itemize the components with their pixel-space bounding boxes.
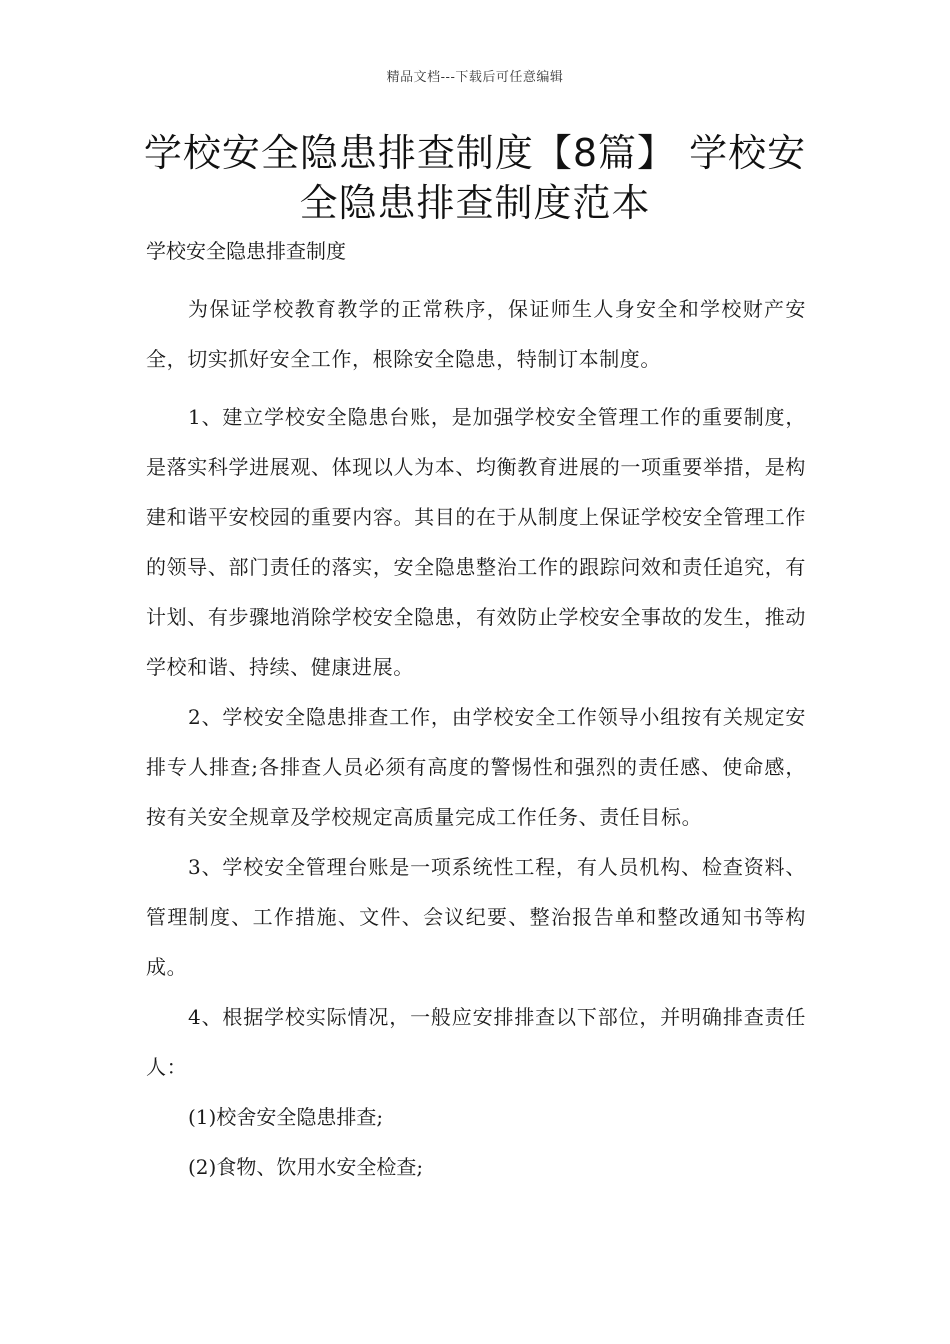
paragraph-1: 1、建立学校安全隐患台账，是加强学校安全管理工作的重要制度，是落实科学进展观、体现以人为本、均衡教育进展的一项重要举措，是构建和谐平安校园的重要内容。其目的在于从制度上保证学校安全管理工作的领导、部门责任的落实，安全隐患整治工作的跟踪问效和责任追究，有计划、有步骤地消除学校安全隐患，有效防止学校安全事故的发生，推动学校和谐、持续、健康进展。 [146,405,806,679]
paragraph-4: 4、根据学校实际情况，一般应安排排查以下部位，并明确排查责任人： [146,1005,806,1079]
list-item-2: (2)食物、饮用水安全检查; [188,1155,424,1179]
paragraph-intro: 为保证学校教育教学的正常秩序，保证师生人身安全和学校财产安全，切实抓好安全工作，根除安全隐患，特制订本制度。 [146,297,806,371]
section-heading: 学校安全隐患排查制度 [146,239,346,263]
header-note: 精品文档---下载后可任意编辑 [386,70,564,85]
list-item-1: (1)校舍安全隐患排查; [188,1105,384,1129]
paragraph-3: 3、学校安全管理台账是一项系统性工程，有人员机构、检查资料、管理制度、工作措施、文件、会议纪要、整治报告单和整改通知书等构成。 [146,855,806,979]
document-body [146,234,806,1192]
document-title: 学校安全隐患排查制度【8篇】 学校安全隐患排查制度范本 [143,131,807,225]
paragraph-2: 2、学校安全隐患排查工作，由学校安全工作领导小组按有关规定安排专人排查;各排查人员必须有高度的警惕性和强烈的责任感、使命感，按有关安全规章及学校规定高质量完成工作任务、责任目标。 [146,705,806,829]
